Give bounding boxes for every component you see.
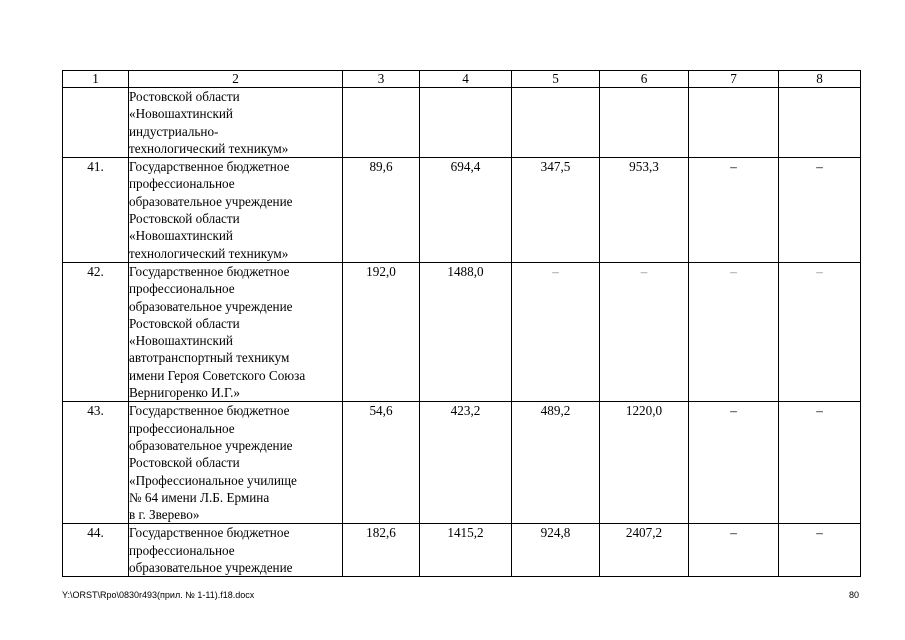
value-col6: 953,3 — [600, 158, 689, 263]
table-row — [63, 88, 861, 158]
column-header-7: 7 — [689, 71, 779, 88]
value-col6: 1220,0 — [600, 402, 689, 524]
value-col5: 489,2 — [512, 402, 600, 524]
institution-name: Ростовской области «Новошахтинский индустриально- технологический техникум» — [129, 88, 343, 158]
table-row — [63, 524, 861, 577]
row-number: 43. — [63, 402, 129, 524]
value-col7: – — [689, 262, 779, 401]
value-col8 — [779, 88, 861, 158]
column-header-5: 5 — [512, 71, 600, 88]
page-number: 80 — [848, 590, 859, 600]
table-row — [63, 158, 861, 263]
value-col7: – — [689, 402, 779, 524]
value-col3: 89,6 — [343, 158, 420, 263]
data-table — [62, 70, 861, 577]
row-number: 41. — [63, 158, 129, 263]
column-header-2: 2 — [129, 71, 343, 88]
value-col4: 694,4 — [420, 158, 512, 263]
institution-name: Государственное бюджетное профессиональное образовательное учреждение Ростовской области «Профессиональное училище № 64 имени Л.Б. Ермина в г. Зверево» — [129, 402, 343, 524]
value-col8: – — [779, 158, 861, 263]
value-col3: 192,0 — [343, 262, 420, 401]
value-col3: 54,6 — [343, 402, 420, 524]
table-row — [63, 402, 861, 524]
value-col6: 2407,2 — [600, 524, 689, 577]
value-col7 — [689, 88, 779, 158]
row-number: 42. — [63, 262, 129, 401]
column-header-6: 6 — [600, 71, 689, 88]
value-col5: – — [512, 262, 600, 401]
value-col8: – — [779, 524, 861, 577]
value-col6: – — [600, 262, 689, 401]
value-col5: 924,8 — [512, 524, 600, 577]
row-number — [63, 88, 129, 158]
column-header-8: 8 — [779, 71, 861, 88]
value-col5 — [512, 88, 600, 158]
header-row — [63, 71, 861, 88]
value-col4: 423,2 — [420, 402, 512, 524]
value-col4: 1488,0 — [420, 262, 512, 401]
table-row — [63, 262, 861, 401]
institution-name: Государственное бюджетное профессиональное образовательное учреждение Ростовской области «Новошахтинский технологический техникум» — [129, 158, 343, 263]
value-col4: 1415,2 — [420, 524, 512, 577]
column-header-3: 3 — [343, 71, 420, 88]
column-header-1: 1 — [63, 71, 129, 88]
value-col5: 347,5 — [512, 158, 600, 263]
value-col4 — [420, 88, 512, 158]
value-col8: – — [779, 402, 861, 524]
value-col3 — [343, 88, 420, 158]
value-col8: – — [779, 262, 861, 401]
value-col6 — [600, 88, 689, 158]
value-col3: 182,6 — [343, 524, 420, 577]
column-header-4: 4 — [420, 71, 512, 88]
row-number: 44. — [63, 524, 129, 577]
institution-name: Государственное бюджетное профессиональное образовательное учреждение — [129, 524, 343, 577]
footer-file-path: Y:\ORST\Rpo\0830r493(прил. № 1-11).f18.docx — [62, 590, 255, 600]
value-col7: – — [689, 158, 779, 263]
institution-name: Государственное бюджетное профессиональное образовательное учреждение Ростовской области «Новошахтинский автотранспортный техникум имени Героя Советского Союза Вернигоренко И.Г.» — [129, 262, 343, 401]
value-col7: – — [689, 524, 779, 577]
